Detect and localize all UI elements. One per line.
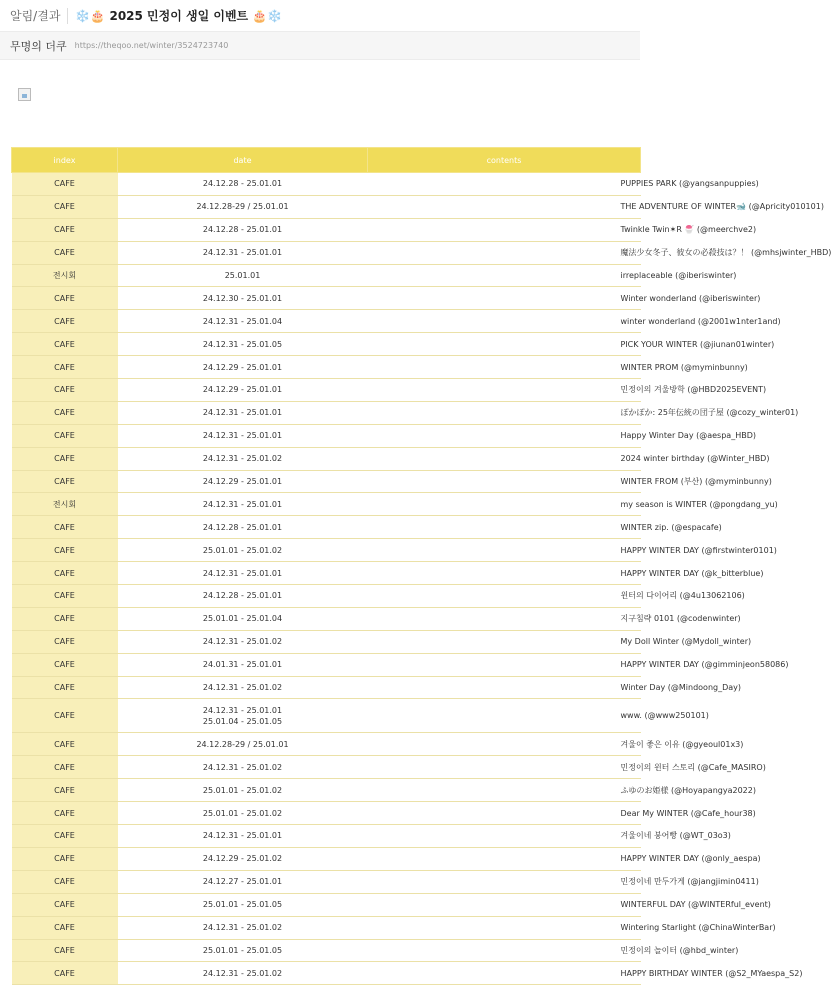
author-name: 무명의 더쿠 <box>10 39 67 53</box>
table-row <box>12 653 641 676</box>
table-row <box>12 470 641 493</box>
cell-date <box>118 218 368 241</box>
cell-index: CAFE <box>12 847 118 870</box>
date-range: 24.12.31 - 25.01.01 <box>202 568 283 578</box>
date-range: 24.12.31 - 25.01.02 <box>202 683 283 693</box>
table-row <box>12 607 641 630</box>
date-range: 24.12.29 - 25.01.01 <box>202 385 283 395</box>
cell-contents: WINTER zip. (@espacafe) <box>368 516 641 539</box>
cell-index: CAFE <box>12 916 118 939</box>
cell-index: CAFE <box>12 779 118 802</box>
cell-date <box>118 825 368 848</box>
date-range: 24.12.31 - 25.01.01 <box>202 408 283 418</box>
cell-contents: Twinkle Twin✶R 🍧 (@meerchve2) <box>368 218 641 241</box>
cell-contents: my season is WINTER (@pongdang_yu) <box>368 493 641 516</box>
cell-contents: irreplaceable (@iberiswinter) <box>368 264 641 287</box>
column-header-date: date <box>118 148 368 173</box>
event-table <box>11 147 831 985</box>
cell-index: CAFE <box>12 939 118 962</box>
cell-index: CAFE <box>12 401 118 424</box>
table-row <box>12 779 641 802</box>
cell-index: CAFE <box>12 756 118 779</box>
cell-date <box>118 356 368 379</box>
table-row <box>12 424 641 447</box>
column-header-index: index <box>12 148 118 173</box>
cell-contents: 겨울이 좋은 이유 (@gyeoul01x3) <box>368 733 641 756</box>
post-title: ❄️🎂 2025 민정이 생일 이벤트 🎂❄️ <box>75 9 283 23</box>
cell-index: CAFE <box>12 379 118 402</box>
table-row <box>12 516 641 539</box>
date-range: 24.12.31 - 25.01.02 <box>202 637 283 647</box>
table-row <box>12 401 641 424</box>
date-range: 24.12.31 - 25.01.01 <box>202 499 283 509</box>
cell-index: CAFE <box>12 287 118 310</box>
table-row <box>12 493 641 516</box>
date-range: 25.01.01 - 25.01.02 <box>202 545 283 555</box>
table-row <box>12 893 641 916</box>
cell-contents: 윈터의 다이어리 (@4u13062106) <box>368 585 641 608</box>
date-range: 24.12.31 - 25.01.01 <box>202 431 283 441</box>
cell-index: CAFE <box>12 173 118 196</box>
cell-index: CAFE <box>12 676 118 699</box>
cell-date <box>118 756 368 779</box>
cell-contents: 魔法少女冬子、彼女の必殺技は？！ (@mhsjwinter_HBD) <box>368 241 641 264</box>
cell-index: CAFE <box>12 424 118 447</box>
cell-date <box>118 916 368 939</box>
date-range: 24.12.29 - 25.01.02 <box>202 854 283 864</box>
cell-contents: Wintering Starlight (@ChinaWinterBar) <box>368 916 641 939</box>
cell-index: CAFE <box>12 607 118 630</box>
column-header-contents: contents <box>368 148 641 173</box>
cell-index: CAFE <box>12 630 118 653</box>
table-row <box>12 630 641 653</box>
cell-date <box>118 676 368 699</box>
cell-index: CAFE <box>12 562 118 585</box>
cell-contents: PUPPIES PARK (@yangsanpuppies) <box>368 173 641 196</box>
cell-index: CAFE <box>12 825 118 848</box>
table-row <box>12 218 641 241</box>
cell-date <box>118 653 368 676</box>
date-range: 24.12.31 - 25.01.05 <box>202 339 283 349</box>
cell-contents: WINTER FROM (부산) (@myminbunny) <box>368 470 641 493</box>
cell-index: CAFE <box>12 218 118 241</box>
cell-date <box>118 733 368 756</box>
cell-date <box>118 585 368 608</box>
date-range: 24.12.31 - 25.01.02 <box>202 968 283 978</box>
cell-date <box>118 562 368 585</box>
post-image-area <box>0 60 640 146</box>
table-row <box>12 333 641 356</box>
cell-contents: winter wonderland (@2001w1nter1and) <box>368 310 641 333</box>
table-row <box>12 356 641 379</box>
table-row <box>12 939 641 962</box>
cell-contents: 민정이의 윈터 스토리 (@Cafe_MASIRO) <box>368 756 641 779</box>
date-range: 24.12.31 - 25.01.02 <box>202 762 283 772</box>
cell-date <box>118 607 368 630</box>
cell-index: CAFE <box>12 333 118 356</box>
cell-date <box>118 939 368 962</box>
cell-contents: THE ADVENTURE OF WINTER🐋 (@Apricity010101) <box>368 195 641 218</box>
table-row <box>12 916 641 939</box>
date-range: 24.12.31 - 25.01.01 <box>202 831 283 841</box>
cell-date <box>118 493 368 516</box>
date-range: 24.12.28-29 / 25.01.01 <box>196 202 289 212</box>
table-row <box>12 962 641 985</box>
cell-index: CAFE <box>12 195 118 218</box>
post-header <box>0 0 640 31</box>
cell-index: CAFE <box>12 962 118 985</box>
cell-contents: Happy Winter Day (@aespa_HBD) <box>368 424 641 447</box>
cell-index: CAFE <box>12 870 118 893</box>
cell-contents: 민정이의 겨울방학 (@HBD2025EVENT) <box>368 379 641 402</box>
cell-date <box>118 893 368 916</box>
date-range: 24.12.27 - 25.01.01 <box>202 877 283 887</box>
cell-contents: 지구침략 0101 (@codenwinter) <box>368 607 641 630</box>
date-range: 24.12.30 - 25.01.01 <box>202 293 283 303</box>
cell-contents: HAPPY BIRTHDAY WINTER (@S2_MYaespa_S2) <box>368 962 641 985</box>
cell-contents: WINTERFUL DAY (@WINTERful_event) <box>368 893 641 916</box>
cell-contents: PICK YOUR WINTER (@jiunan01winter) <box>368 333 641 356</box>
cell-date <box>118 870 368 893</box>
date-range: 25.01.01 <box>224 271 261 280</box>
cell-date <box>118 962 368 985</box>
cell-contents: Winter wonderland (@iberiswinter) <box>368 287 641 310</box>
cell-date <box>118 241 368 264</box>
cell-index: CAFE <box>12 241 118 264</box>
cell-index: CAFE <box>12 699 118 733</box>
cell-contents: HAPPY WINTER DAY (@only_aespa) <box>368 847 641 870</box>
date-range: 24.12.28 - 25.01.01 <box>202 179 283 189</box>
table-row <box>12 847 641 870</box>
table-row <box>12 699 641 733</box>
table-row <box>12 195 641 218</box>
table-row <box>12 825 641 848</box>
cell-date <box>118 779 368 802</box>
table-row <box>12 447 641 470</box>
date-range: 25.01.01 - 25.01.04 <box>202 614 283 624</box>
date-range: 24.12.28 - 25.01.01 <box>202 591 283 601</box>
date-range: 25.01.01 - 25.01.05 <box>202 945 283 955</box>
table-row <box>12 733 641 756</box>
cell-date <box>118 379 368 402</box>
cell-date <box>118 630 368 653</box>
cell-index: CAFE <box>12 893 118 916</box>
cell-index: CAFE <box>12 447 118 470</box>
cell-index: CAFE <box>12 470 118 493</box>
cell-date <box>118 264 368 287</box>
cell-date <box>118 516 368 539</box>
date-range: 24.12.28 - 25.01.01 <box>202 225 283 235</box>
table-row <box>12 562 641 585</box>
cell-date <box>118 310 368 333</box>
table-row <box>12 676 641 699</box>
table-row <box>12 756 641 779</box>
cell-index: CAFE <box>12 653 118 676</box>
date-range: 24.12.31 - 25.01.01 <box>202 705 283 715</box>
cell-contents: HAPPY WINTER DAY (@gimminjeon58086) <box>368 653 641 676</box>
cell-date <box>118 195 368 218</box>
table-row <box>12 173 641 196</box>
date-range: 24.12.31 - 25.01.02 <box>202 454 283 464</box>
cell-index: 전시회 <box>12 493 118 516</box>
date-range: 24.01.31 - 25.01.01 <box>202 660 283 670</box>
cell-date <box>118 447 368 470</box>
date-range: 25.01.01 - 25.01.05 <box>202 900 283 910</box>
cell-contents: www. (@www250101) <box>368 699 641 733</box>
cell-date <box>118 401 368 424</box>
date-range: 25.01.01 - 25.01.02 <box>202 808 283 818</box>
cell-index: CAFE <box>12 356 118 379</box>
table-row <box>12 539 641 562</box>
date-range: 24.12.29 - 25.01.01 <box>202 362 283 372</box>
table-row <box>12 310 641 333</box>
cell-contents: Winter Day (@Mindoong_Day) <box>368 676 641 699</box>
date-range: 24.12.31 - 25.01.01 <box>202 248 283 258</box>
cell-contents: HAPPY WINTER DAY (@firstwinter0101) <box>368 539 641 562</box>
date-range-secondary: 25.01.04 - 25.01.05 <box>202 716 283 726</box>
table-row <box>12 585 641 608</box>
cell-contents: WINTER PROM (@myminbunny) <box>368 356 641 379</box>
cell-index: 전시회 <box>12 264 118 287</box>
post-meta <box>0 31 640 60</box>
table-row <box>12 241 641 264</box>
date-range: 24.12.28-29 / 25.01.01 <box>196 739 289 749</box>
cell-date <box>118 699 368 733</box>
cell-date <box>118 173 368 196</box>
date-range: 24.12.31 - 25.01.02 <box>202 923 283 933</box>
table-row <box>12 870 641 893</box>
cell-date <box>118 333 368 356</box>
cell-index: CAFE <box>12 516 118 539</box>
table-row <box>12 287 641 310</box>
table-row <box>12 802 641 825</box>
table-header-row <box>12 148 641 173</box>
date-range: 25.01.01 - 25.01.02 <box>202 785 283 795</box>
table-row <box>12 264 641 287</box>
cell-index: CAFE <box>12 585 118 608</box>
table-row <box>12 379 641 402</box>
broken-image-icon <box>18 88 31 101</box>
cell-contents: HAPPY WINTER DAY (@k_bitterblue) <box>368 562 641 585</box>
cell-date <box>118 424 368 447</box>
date-range: 24.12.28 - 25.01.01 <box>202 522 283 532</box>
date-range: 24.12.29 - 25.01.01 <box>202 477 283 487</box>
date-range: 24.12.31 - 25.01.04 <box>202 316 283 326</box>
cell-contents: My Doll Winter (@Mydoll_winter) <box>368 630 641 653</box>
cell-date <box>118 802 368 825</box>
category-link[interactable]: 알림/결과 <box>10 9 61 23</box>
cell-contents: 겨울이네 붕어빵 (@WT_03o3) <box>368 825 641 848</box>
cell-date <box>118 539 368 562</box>
cell-date <box>118 470 368 493</box>
cell-contents: Dear My WINTER (@Cafe_hour38) <box>368 802 641 825</box>
cell-date <box>118 847 368 870</box>
post-url[interactable]: https://theqoo.net/winter/3524723740 <box>74 41 229 50</box>
cell-index: CAFE <box>12 802 118 825</box>
cell-index: CAFE <box>12 310 118 333</box>
header-divider <box>67 8 68 24</box>
cell-contents: ぽかぽか: 25年伝統の団子屋 (@cozy_winter01) <box>368 401 641 424</box>
cell-contents: 민정이의 놀이터 (@hbd_winter) <box>368 939 641 962</box>
cell-index: CAFE <box>12 539 118 562</box>
cell-contents: 2024 winter birthday (@Winter_HBD) <box>368 447 641 470</box>
cell-contents: 민정이네 만두가게 (@jangjimin0411) <box>368 870 641 893</box>
cell-contents: ふゆのお姫様 (@Hoyapangya2022) <box>368 779 641 802</box>
cell-index: CAFE <box>12 733 118 756</box>
cell-date <box>118 287 368 310</box>
